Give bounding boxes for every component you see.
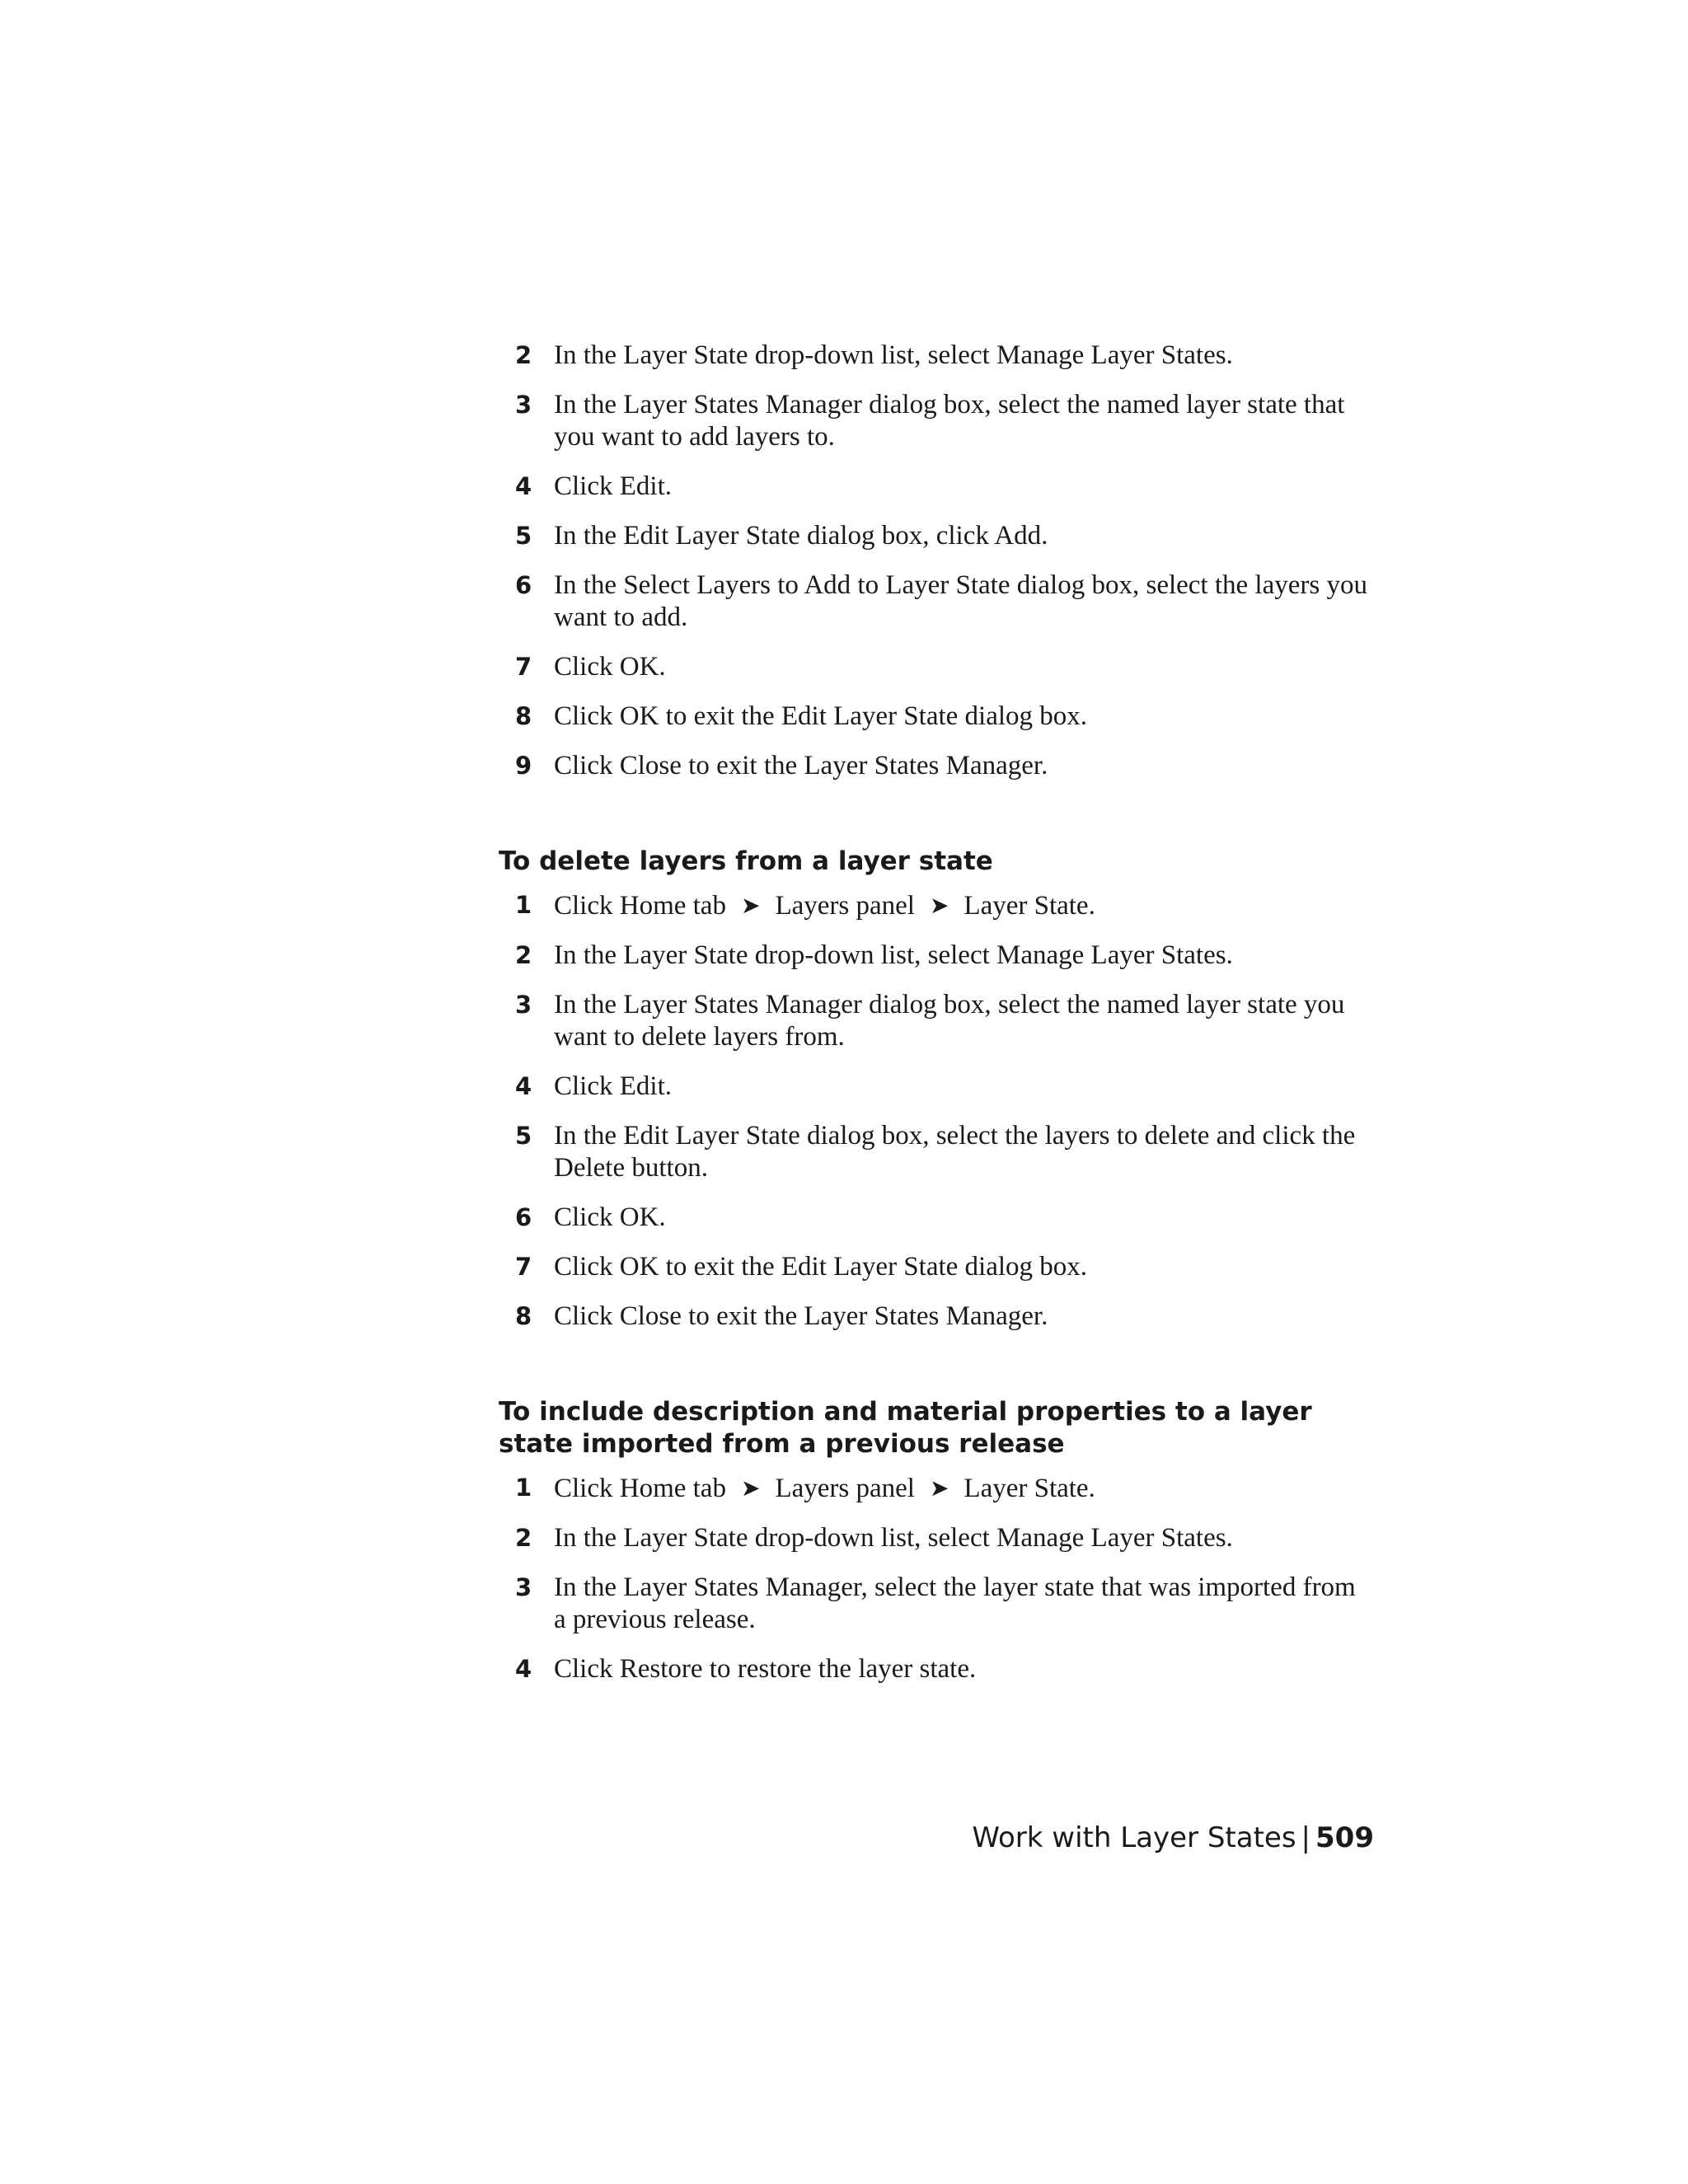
step-number: 1 xyxy=(515,1474,532,1502)
include-properties-step-list xyxy=(499,1472,1374,1685)
list-item xyxy=(499,1472,1374,1505)
step-number: 8 xyxy=(515,702,532,730)
list-item xyxy=(499,471,1374,503)
step-text: Click Restore to restore the layer state. xyxy=(554,1654,977,1684)
list-item xyxy=(499,1120,1374,1184)
list-item xyxy=(499,389,1374,453)
step-number: 4 xyxy=(515,472,532,500)
list-item xyxy=(499,1572,1374,1636)
list-item xyxy=(499,1301,1374,1333)
step-text: In the Edit Layer State dialog box, click Add. xyxy=(554,521,1048,551)
step-number: 3 xyxy=(515,991,532,1019)
step-text: Click OK. xyxy=(554,652,666,682)
list-item xyxy=(499,651,1374,683)
step-text: In the Layer State drop-down list, select Manage Layer States. xyxy=(554,1523,1233,1553)
list-item xyxy=(499,1522,1374,1554)
step-number: 1 xyxy=(515,891,532,919)
list-item xyxy=(499,940,1374,972)
step-text: Click OK to exit the Edit Layer State dialog box. xyxy=(554,701,1088,731)
menu-path-layers-panel: Layers panel xyxy=(775,1474,915,1503)
step-number: 2 xyxy=(515,941,532,969)
step-text: Click OK to exit the Edit Layer State dialog box. xyxy=(554,1252,1088,1282)
step-number: 2 xyxy=(515,1524,532,1552)
menu-path-home-tab: Click Home tab xyxy=(554,891,726,921)
menu-path-layer-state: Layer State. xyxy=(964,891,1095,921)
list-item xyxy=(499,1251,1374,1283)
step-text: In the Select Layers to Add to Layer State dialog box, select the layers you want to add. xyxy=(554,570,1367,632)
delete-layers-heading: To delete layers from a layer state xyxy=(499,846,993,876)
arrow-right-icon: ➤ xyxy=(740,1474,761,1502)
section-spacer xyxy=(499,1350,1374,1396)
step-number: 9 xyxy=(515,752,532,780)
list-item xyxy=(499,340,1374,372)
step-text: Click OK. xyxy=(554,1202,666,1232)
arrow-right-icon: ➤ xyxy=(740,892,761,919)
document-page xyxy=(499,340,1374,1703)
step-number: 2 xyxy=(515,341,532,369)
section-spacer xyxy=(499,799,1374,846)
list-item xyxy=(499,520,1374,552)
list-item xyxy=(499,889,1374,922)
step-text: In the Layer States Manager, select the layer state that was imported from a previous release. xyxy=(554,1572,1356,1634)
step-text: In the Layer State drop-down list, select Manage Layer States. xyxy=(554,940,1233,970)
list-item xyxy=(499,750,1374,782)
list-item xyxy=(499,1653,1374,1685)
delete-layers-step-list xyxy=(499,889,1374,1333)
list-item xyxy=(499,569,1374,634)
step-number: 7 xyxy=(515,653,532,681)
step-text: Click Close to exit the Layer States Manager. xyxy=(554,751,1048,780)
arrow-right-icon: ➤ xyxy=(929,1474,950,1502)
step-number: 6 xyxy=(515,1203,532,1231)
list-item xyxy=(499,989,1374,1053)
menu-path-home-tab: Click Home tab xyxy=(554,1474,726,1503)
footer-separator: | xyxy=(1301,1821,1311,1854)
step-text: In the Layer State drop-down list, select Manage Layer States. xyxy=(554,340,1233,370)
step-number: 4 xyxy=(515,1072,532,1100)
list-item xyxy=(499,1071,1374,1103)
step-number: 5 xyxy=(515,1122,532,1150)
step-text: Click Edit. xyxy=(554,471,672,501)
list-item xyxy=(499,701,1374,733)
step-number: 3 xyxy=(515,1573,532,1601)
page-number: 509 xyxy=(1315,1821,1374,1854)
step-number: 8 xyxy=(515,1302,532,1330)
step-number: 5 xyxy=(515,522,532,550)
step-number: 4 xyxy=(515,1655,532,1683)
list-item xyxy=(499,1202,1374,1234)
step-number: 6 xyxy=(515,571,532,599)
include-properties-heading: To include description and material properties to a layer state imported from a previous release xyxy=(499,1397,1312,1459)
step-text: In the Layer States Manager dialog box, select the named layer state you want to delete layers from. xyxy=(554,990,1345,1052)
page-footer xyxy=(972,1821,1374,1854)
menu-path-layer-state: Layer State. xyxy=(964,1474,1095,1503)
step-text: In the Layer States Manager dialog box, select the named layer state that you want to add layers to. xyxy=(554,390,1345,452)
step-number: 3 xyxy=(515,391,532,419)
add-layers-step-list xyxy=(499,340,1374,782)
step-text: Click Edit. xyxy=(554,1071,672,1101)
arrow-right-icon: ➤ xyxy=(929,892,950,919)
step-text: In the Edit Layer State dialog box, select the layers to delete and click the Delete button. xyxy=(554,1121,1356,1183)
step-number: 7 xyxy=(515,1253,532,1281)
footer-section-title: Work with Layer States xyxy=(972,1821,1296,1854)
menu-path-layers-panel: Layers panel xyxy=(775,891,915,921)
step-text: Click Close to exit the Layer States Manager. xyxy=(554,1301,1048,1331)
